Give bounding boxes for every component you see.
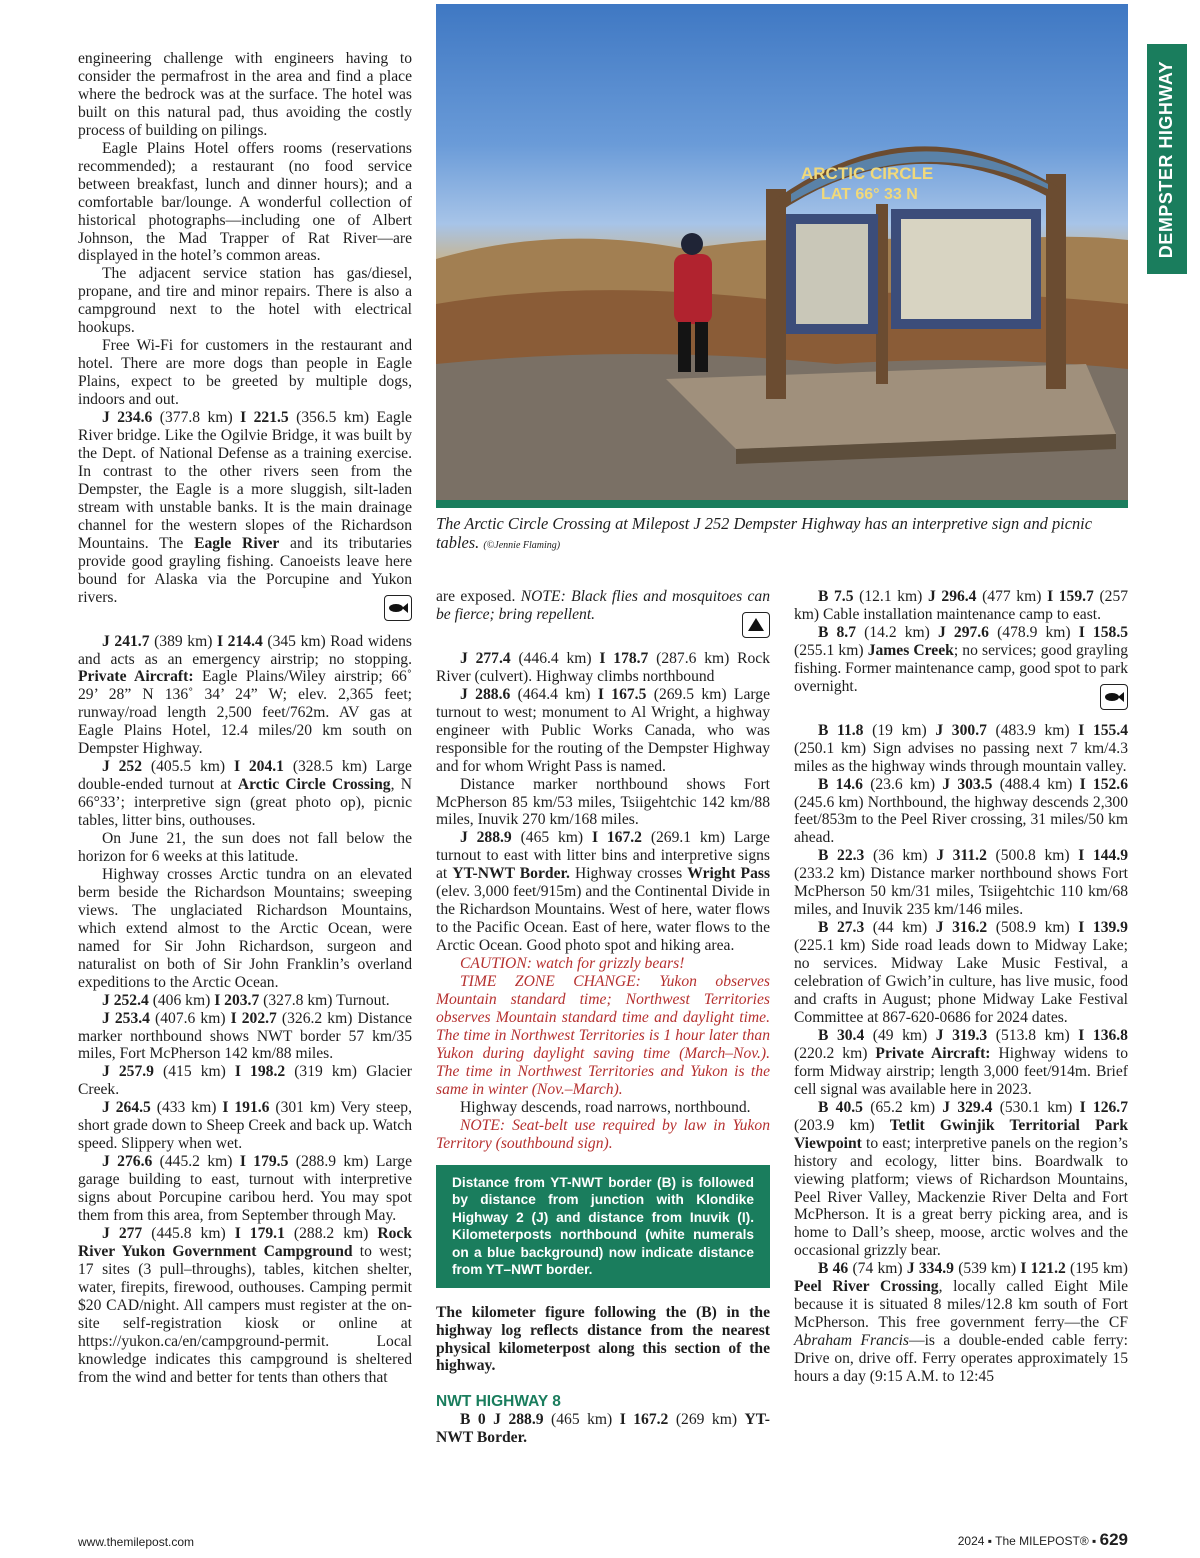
fishing-icon [384, 595, 412, 621]
log-entry: J 234.6 (377.8 km) I 221.5 (356.5 km) Eagle River bridge. Like the Ogilvie Bridge, it was built by the Dept. of National Defense as a training exercise. In contrast to the other rivers seen from the Dempster, the Eagle is a more sluggish, silt-laden stream with unstable banks. It is the main drainage channel for the western slopes of the Richardson Mountains. The Eagle River and its tributaries provide good grayling fishing. Canoeists leave here bound for Alaska via the Porcupine and Yukon rivers. [78, 409, 412, 606]
page-number: 629 [1099, 1530, 1128, 1549]
caption-text: The Arctic Circle Crossing at Milepost J 252 Dempster Highway has an interpretive sign and picnic tables. [436, 514, 1093, 552]
log-entry: B 30.4 (49 km) J 319.3 (513.8 km) I 136.8 (220.2 km) Private Aircraft: Highway widens to form Midway airstrip; length 3,000 feet/914m. Brief cell signal was available here in 2023. [794, 1026, 1129, 1098]
log-entry: J 288.6 (464.4 km) I 167.5 (269.5 km) Large turnout to west; monument to Al Wright, a highway engineer with Public Works Canada, who was responsible for the routing of the Dempster Highway and for whom Wright Pass is named. [436, 685, 771, 775]
sign-line2: LAT 66° 33 N [821, 186, 918, 203]
log-entry: B 27.3 (44 km) J 316.2 (508.9 km) I 139.9 (225.1 km) Side road leads down to Midway Lake; no services. Midway Lake Music Festival, a celebration of Gwich’in culture, has live music, food and crafts in August; phone Midway Lake Festival Committee at 867-620-0686 for 2024 dates. [794, 919, 1128, 1026]
log-entry: B 11.8 (19 km) J 300.7 (483.9 km) I 155.4 (250.1 km) Sign advises no passing next 7 km/4.3 miles as the highway winds through mountain valley. [794, 721, 1129, 775]
kilometer-note: The kilometer figure following the (B) in the highway log reflects distance from the nearest physical kilometerpost along this section of the highway. [436, 1303, 770, 1375]
fishing-icon [1100, 684, 1128, 710]
column-1 [78, 50, 412, 1387]
section-tab [1147, 44, 1187, 274]
paragraph: Distance marker northbound shows Fort McPherson 85 km/53 miles, Tsiigehtchic 142 km/88 miles, Inuvik 270 km/168 miles. [436, 775, 770, 829]
paragraph: are exposed. NOTE: Black flies and mosquitoes can be fierce; bring repellent. [436, 588, 771, 623]
section-heading: NWT HIGHWAY 8 [436, 1393, 561, 1411]
seat-belt-note: NOTE: Seat-belt use required by law in Yukon Territory (southbound sign). [436, 1116, 770, 1152]
time-zone-note: TIME ZONE CHANGE: Yukon observes Mountain standard time; Northwest Territories observes Mountain standard time and daylight time. The time in Northwest Territories is 1 hour later than Yukon during daylight saving time (March–Nov.). The time in Northwest Territories and Yukon is the same in winter (Nov.–March). [436, 973, 770, 1098]
log-entry: J 252.4 (406 km) I 203.7 (327.8 km) Turnout. [102, 991, 390, 1009]
paragraph: Eagle Plains Hotel offers rooms (reservations recommended); a restaurant (no food service between breakfast, lunch and dinner hours); and a comfortable bar/lounge. A wonderful collection of historical photographs—including one of Albert Johnson, the Mad Trapper of Rat River—are displayed in the hotel’s common areas. [78, 139, 412, 265]
log-entry: J 257.9 (415 km) I 198.2 (319 km) Glacier Creek. [78, 1063, 412, 1099]
log-entry: B 8.7 (14.2 km) J 297.6 (478.9 km) I 158.5 (255.1 km) James Creek; no services; good grayling fishing. Former maintenance camp, good spot to park overnight. [794, 623, 1129, 695]
section-tab-label: DEMPSTER HIGHWAY [1156, 60, 1177, 258]
log-entry: J 288.9 (465 km) I 167.2 (269.1 km) Large turnout to east with litter bins and interpretive signs at YT-NWT Border. Highway crosses Wright Pass (elev. 3,000 feet/915m) and the Continental Divide in the Richardson Mountains. West of here, water flows to the Pacific Ocean. East of here, water flows to the Arctic Ocean. Good photo spot and hiking area. [436, 829, 771, 955]
log-entry: B 0 J 288.9 (465 km) I 167.2 (269 km) YT-NWT Border. [436, 1411, 770, 1447]
website-url[interactable]: www.themilepost.com [78, 1535, 195, 1549]
page-footer: 2024 ▪ The MILEPOST® ▪ 629 [957, 1530, 1128, 1549]
photo-illustration [436, 4, 1128, 504]
paragraph: On June 21, the sun does not fall below the horizon for 6 weeks at this latitude. [78, 830, 412, 865]
log-entry: J 277 (445.8 km) I 179.1 (288.2 km) Rock River Yukon Government Campground to west; 17 sites (3 pull–throughs), tables, kitchen shelter, water, firepits, firewood, outhouses. Camping permit $20 CAD/night. All campers must register at the on-site self-registration kiosk or online at https://yukon.ca/en/campground-permit. Local knowledge indicates this campground is sheltered from the wind and better for tents than others that [78, 1225, 413, 1386]
log-entry: J 241.7 (389 km) I 214.4 (345 km) Road widens and acts as an emergency airstrip; no stopping. Private Aircraft: Eagle Plains/Wiley airstrip; 66˚ 29’ 28” N 136˚ 34’ 24” W; elev. 2,365 feet; runway/road length 2,500 feet/762m. AV gas at Eagle Plains Hotel, 12.4 miles/20 km south on Dempster Highway. [78, 632, 412, 758]
log-entry: J 252 (405.5 km) I 204.1 (328.5 km) Large double-ended turnout at Arctic Circle Crossing, N 66°33’; interpretive sign (great photo op), picnic tables, litter bins, outhouses. [78, 758, 412, 830]
paragraph: Free Wi-Fi for customers in the restaurant and hotel. There are more dogs than people in Eagle Plains, expect to be greeted by multiple dogs, indoors and out. [78, 337, 412, 409]
info-box: Distance from YT-NWT border (B) is followed by distance from junction with Klondike Highway 2 (J) and distance from Inuvik (I). Kilometerposts northbound (white numerals on a blue background) now indicate distance from YT–NWT border. [436, 1165, 770, 1288]
sign-line1: ARCTIC CIRCLE [801, 164, 934, 183]
photo-caption [436, 514, 1128, 555]
footer-publication: The MILEPOST® [995, 1534, 1089, 1548]
photo-credit: (©Jennie Flaming) [483, 540, 561, 551]
log-entry: B 40.5 (65.2 km) J 329.4 (530.1 km) I 126.7 (203.9 km) Tetlit Gwinjik Territorial Park Viewpoint to east; interpretive panels on the region’s history and ecology, litter bins. Boardwalk to viewing platform; views of Richardson Mountains, Peel River Valley, Mackenzie River Delta and Fort McPherson. It is a great berry picking area, and is home to Dall’s sheep, moose, arctic wolves and the occasional grizzly bear. [794, 1098, 1128, 1260]
log-entry: B 7.5 (12.1 km) J 296.4 (477 km) I 159.7 (257 km) Cable installation maintenance camp to east. [794, 588, 1129, 623]
log-entry: J 253.4 (407.6 km) I 202.7 (326.2 km) Distance marker northbound shows NWT border 57 km/35 miles, Fort McPherson 142 km/88 miles. [78, 1009, 413, 1063]
paragraph: Highway crosses Arctic tundra on an elevated berm beside the Richardson Mountains; sweeping views. The unglaciated Richardson Mountains, which extend almost to the Arctic Ocean, were named for Sir John Richardson, surgeon and naturalist on both of Sir John Franklin’s overland expeditions to the Arctic Ocean. [78, 865, 412, 991]
photo-border [436, 500, 1128, 508]
caution-note: CAUTION: watch for grizzly bears! [460, 955, 685, 973]
column-3 [794, 588, 1128, 1386]
paragraph: engineering challenge with engineers having to consider the permafrost in the area and find a place where the bedrock was at the surface. The hotel was built on this natural pad, thus avoiding the costly process of building on pilings. [78, 50, 412, 139]
log-entry: B 14.6 (23.6 km) J 303.5 (488.4 km) I 152.6 (245.6 km) Northbound, the highway descends 2,300 feet/853m to the Peel River crossing, 31 miles/50 km ahead. [794, 775, 1128, 847]
arctic-circle-photo [436, 4, 1128, 504]
paragraph: The adjacent service station has gas/diesel, propane, and tire and minor repairs. There is also a campground next to the hotel with electrical hookups. [78, 265, 412, 337]
campground-icon [742, 612, 770, 638]
log-entry: B 22.3 (36 km) J 311.2 (500.8 km) I 144.9 (233.2 km) Distance marker northbound shows Fort McPherson 50 km/31 miles, Tsiigehtchic 110 km/68 miles, and Inuvik 235 km/146 miles. [794, 847, 1129, 919]
log-entry: J 277.4 (446.4 km) I 178.7 (287.6 km) Rock River (culvert). Highway climbs northbound [436, 649, 771, 685]
log-entry: J 264.5 (433 km) I 191.6 (301 km) Very steep, short grade down to Sheep Creek and back up. Watch speed. Slippery when wet. [78, 1099, 412, 1153]
log-entry: J 276.6 (445.2 km) I 179.5 (288.9 km) Large garage building to east, turnout with interpretive signs about Porcupine caribou herd. You may spot them from this area, from September through May. [78, 1153, 413, 1225]
log-entry: B 46 (74 km) J 334.9 (539 km) I 121.2 (195 km) Peel River Crossing, locally called Eight Mile because it is situated 8 miles/12.8 km south of Fort McPherson. This free government ferry—the CF Abraham Francis—is a double-ended cable ferry: Drive on, drive off. Ferry operates approximately 15 hours a day (9:15 A.M. to 12:45 [794, 1260, 1128, 1386]
footer-year: 2024 [957, 1534, 985, 1548]
column-2 [436, 588, 770, 1447]
paragraph: Highway descends, road narrows, northbound. [460, 1098, 751, 1116]
